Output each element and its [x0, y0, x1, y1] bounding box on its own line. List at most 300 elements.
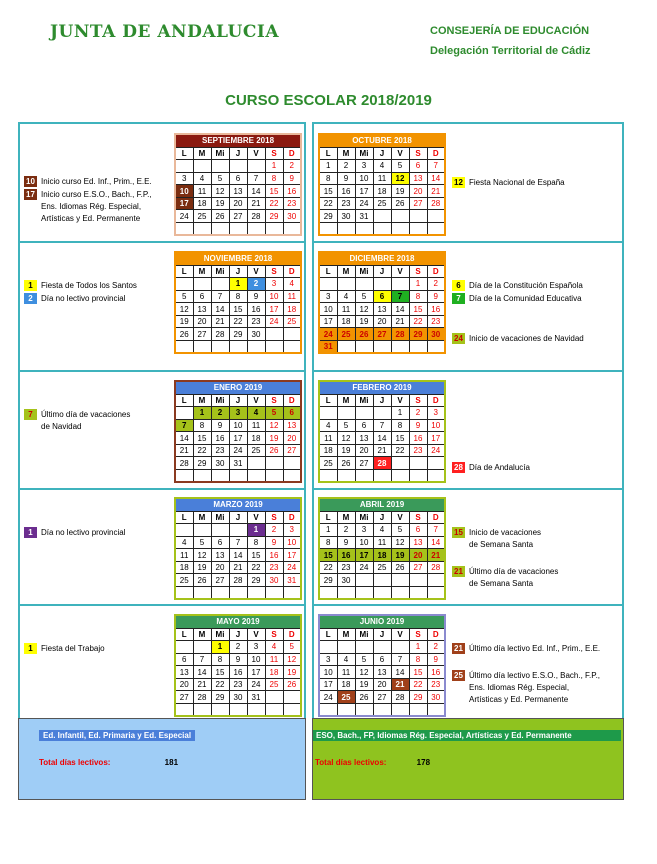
legend-item	[24, 643, 105, 655]
calendar-day: 19	[265, 432, 283, 445]
legend-item	[452, 177, 565, 189]
calendar-empty	[427, 587, 445, 600]
calendar-day: 6	[409, 524, 427, 537]
calendar-day: 19	[391, 549, 409, 562]
weekday-label: M	[337, 394, 355, 407]
calendar-empty	[211, 223, 229, 236]
weekday-label: M	[193, 265, 211, 278]
calendar-day: 29	[265, 210, 283, 223]
calendar-day: 23	[247, 315, 265, 328]
calendar-day: 3	[319, 290, 337, 303]
calendar-empty	[391, 704, 409, 717]
weekday-label: Mi	[355, 147, 373, 160]
calendar-day: 26	[355, 691, 373, 704]
calendar-day: 30	[337, 574, 355, 587]
calendar-day: 15	[409, 303, 427, 316]
calendar-day: 17	[427, 432, 445, 445]
weekday-label: D	[427, 394, 445, 407]
calendar-day: 26	[211, 210, 229, 223]
calendar-empty	[211, 524, 229, 537]
calendar-day: 5	[283, 641, 301, 654]
weekday-label: S	[265, 394, 283, 407]
summary-left	[18, 718, 306, 800]
calendar-empty	[265, 457, 283, 470]
calendar-day: 2	[211, 407, 229, 420]
calendar-day: 17	[247, 666, 265, 679]
calendar-empty	[247, 470, 265, 483]
calendar-day: 31	[283, 574, 301, 587]
calendar-empty	[337, 341, 355, 354]
calendar-empty	[211, 587, 229, 600]
calendar-day: 29	[229, 328, 247, 341]
calendar-day: 29	[193, 457, 211, 470]
weekday-label: V	[247, 628, 265, 641]
weekday-label: J	[373, 147, 391, 160]
weekday-label: S	[409, 628, 427, 641]
calendar-day: 6	[373, 653, 391, 666]
calendar-day: 25	[337, 691, 355, 704]
calendar-day: 7	[175, 419, 193, 432]
weekday-label: J	[229, 394, 247, 407]
calendar-day: 2	[427, 278, 445, 291]
legend-badge: 25	[452, 670, 465, 681]
calendar-day: 7	[427, 524, 445, 537]
calendar-day: 19	[211, 197, 229, 210]
calendar-empty	[391, 457, 409, 470]
calendar-day: 19	[193, 561, 211, 574]
legend-badge: 7	[452, 293, 465, 304]
calendar-day: 27	[193, 328, 211, 341]
weekday-label: Mi	[211, 511, 229, 524]
calendar-day: 2	[409, 407, 427, 420]
calendar-empty	[283, 457, 301, 470]
legend-text: Inicio curso E.S.O., Bach., F.P., Ens. Idiomas Rég. Especial, Artísticas y Ed. Permanente	[41, 190, 152, 223]
calendar-day: 24	[355, 561, 373, 574]
calendar-empty	[175, 278, 193, 291]
calendar-day: 11	[373, 172, 391, 185]
calendar-day: 23	[427, 678, 445, 691]
calendar-day: 12	[265, 419, 283, 432]
calendar-empty	[373, 704, 391, 717]
calendar-day: 25	[319, 457, 337, 470]
calendar-day: 14	[373, 432, 391, 445]
calendar-empty	[265, 587, 283, 600]
calendar-empty	[355, 574, 373, 587]
calendar-day: 14	[391, 666, 409, 679]
weekday-label: J	[229, 628, 247, 641]
calendar-day: 30	[283, 210, 301, 223]
calendar-day: 28	[229, 574, 247, 587]
summary-right-label: ESO, Bach., FP, Idiomas Rég. Especial, Artísticas y Ed. Permanente	[313, 730, 621, 741]
calendar-day: 7	[391, 290, 409, 303]
calendar-day: 29	[211, 691, 229, 704]
calendar-empty	[247, 704, 265, 717]
calendar-empty	[427, 457, 445, 470]
calendar-empty	[283, 341, 301, 354]
calendar-day: 18	[373, 549, 391, 562]
calendar-empty	[319, 407, 337, 420]
calendar-day: 13	[409, 536, 427, 549]
calendar-day: 16	[337, 549, 355, 562]
month-title: DICIEMBRE 2018	[319, 252, 445, 265]
calendar-empty	[265, 470, 283, 483]
calendar-day: 13	[175, 666, 193, 679]
weekday-label: M	[337, 147, 355, 160]
weekday-label: V	[391, 265, 409, 278]
calendar-day: 13	[373, 303, 391, 316]
calendar-day: 10	[283, 536, 301, 549]
calendar-day: 16	[409, 432, 427, 445]
weekday-label: D	[283, 147, 301, 160]
calendar-day: 17	[283, 549, 301, 562]
calendar-day: 3	[283, 524, 301, 537]
calendar-day: 7	[211, 290, 229, 303]
calendar-day: 20	[409, 185, 427, 198]
calendar-empty	[229, 223, 247, 236]
weekday-label: D	[427, 147, 445, 160]
calendar-day: 21	[229, 561, 247, 574]
weekday-label: D	[427, 265, 445, 278]
calendar-day: 16	[265, 549, 283, 562]
calendar-empty	[247, 341, 265, 354]
legend-item	[24, 409, 130, 433]
calendar-empty	[409, 587, 427, 600]
calendar-empty	[355, 278, 373, 291]
calendar-day: 29	[247, 574, 265, 587]
legend-text: Último día lectivo E.S.O., Bach., F.P., Ens. Idiomas Rég. Especial, Artísticas y Ed. Permanente	[469, 671, 601, 704]
calendar-day: 13	[283, 419, 301, 432]
calendar-day: 8	[319, 172, 337, 185]
total-value: 181	[164, 758, 179, 767]
calendar-day: 27	[373, 328, 391, 341]
calendar-day: 20	[175, 678, 193, 691]
summary-right-total	[315, 758, 430, 767]
weekday-label: V	[391, 511, 409, 524]
calendar-day: 6	[283, 407, 301, 420]
calendar-day: 15	[229, 303, 247, 316]
legend-item	[452, 527, 541, 551]
calendar-day: 21	[391, 678, 409, 691]
calendar-empty	[283, 328, 301, 341]
calendar-empty	[211, 278, 229, 291]
calendar-day: 21	[427, 549, 445, 562]
calendar-empty	[337, 470, 355, 483]
month-calendar	[318, 133, 446, 236]
calendar-day: 21	[391, 315, 409, 328]
calendar-empty	[247, 457, 265, 470]
calendar-day: 4	[337, 290, 355, 303]
weekday-label: L	[175, 394, 193, 407]
calendar-day: 11	[175, 549, 193, 562]
calendar-day: 15	[211, 666, 229, 679]
calendar-day: 22	[409, 678, 427, 691]
weekday-label: Mi	[355, 394, 373, 407]
calendar-day: 1	[409, 278, 427, 291]
calendar-day: 1	[391, 407, 409, 420]
legend-badge: 24	[452, 333, 465, 344]
calendar-day: 14	[427, 536, 445, 549]
calendar-day: 27	[373, 691, 391, 704]
calendar-day: 7	[247, 172, 265, 185]
calendar-day: 3	[355, 160, 373, 173]
calendar-empty	[175, 470, 193, 483]
calendar-day: 12	[391, 536, 409, 549]
calendar-empty	[193, 641, 211, 654]
calendar-day: 2	[337, 524, 355, 537]
calendar-day: 9	[427, 290, 445, 303]
legend-badge: 21	[452, 566, 465, 577]
calendar-day: 25	[175, 574, 193, 587]
weekday-label: D	[283, 265, 301, 278]
calendar-empty	[373, 641, 391, 654]
calendar-empty	[355, 587, 373, 600]
calendar-empty	[283, 704, 301, 717]
summary-left-total	[39, 758, 178, 767]
calendar-day: 12	[193, 549, 211, 562]
calendar-empty	[391, 210, 409, 223]
calendar-day: 9	[283, 172, 301, 185]
month-title: JUNIO 2019	[319, 615, 445, 628]
legend-badge: 7	[24, 409, 37, 420]
weekday-label: L	[319, 628, 337, 641]
weekday-label: S	[409, 265, 427, 278]
legend-item	[452, 333, 584, 345]
calendar-empty	[391, 641, 409, 654]
calendar-day: 10	[319, 666, 337, 679]
calendar-day: 11	[193, 185, 211, 198]
calendar-day: 27	[211, 574, 229, 587]
calendar-day: 17	[319, 678, 337, 691]
calendar-day: 19	[337, 444, 355, 457]
calendar-day: 29	[409, 328, 427, 341]
weekday-label: V	[247, 147, 265, 160]
month-title: SEPTIEMBRE 2018	[175, 134, 301, 147]
legend-item	[452, 643, 600, 655]
calendar-day: 19	[283, 666, 301, 679]
calendar-day: 5	[337, 419, 355, 432]
legend-text: Inicio de vacaciones de Navidad	[469, 334, 584, 343]
legend-text: Día de la Constitución Española	[469, 281, 583, 290]
calendar-day: 10	[247, 653, 265, 666]
calendar-day: 2	[265, 524, 283, 537]
calendar-empty	[373, 587, 391, 600]
calendar-day: 25	[373, 561, 391, 574]
calendar-empty	[427, 223, 445, 236]
calendar-day: 28	[373, 457, 391, 470]
legend-item	[452, 462, 530, 474]
weekday-label: J	[373, 511, 391, 524]
calendar-empty	[337, 278, 355, 291]
calendar-empty	[373, 341, 391, 354]
calendar-day: 8	[211, 653, 229, 666]
calendar-day: 11	[337, 303, 355, 316]
calendar-day: 28	[391, 691, 409, 704]
calendar-empty	[175, 160, 193, 173]
calendar-day: 24	[247, 678, 265, 691]
calendar-day: 21	[175, 444, 193, 457]
month-title: ABRIL 2019	[319, 498, 445, 511]
month-title: FEBRERO 2019	[319, 381, 445, 394]
calendar-day: 17	[319, 315, 337, 328]
calendar-day: 15	[319, 185, 337, 198]
calendar-empty	[427, 574, 445, 587]
calendar-empty	[265, 223, 283, 236]
calendar-day: 7	[193, 653, 211, 666]
calendar-day: 17	[175, 197, 193, 210]
legend-text: Inicio de vacaciones de Semana Santa	[469, 528, 542, 549]
calendar-day: 14	[229, 549, 247, 562]
junta-logo-text: JUNTA DE ANDALUCIA	[50, 22, 280, 42]
calendar-day: 9	[211, 419, 229, 432]
calendar-empty	[319, 587, 337, 600]
calendar-day: 16	[427, 303, 445, 316]
calendar-empty	[175, 524, 193, 537]
calendar-day: 15	[247, 549, 265, 562]
calendar-day: 27	[355, 457, 373, 470]
calendar-day: 16	[247, 303, 265, 316]
calendar-empty	[211, 341, 229, 354]
legend-badge: 2	[24, 293, 37, 304]
calendar-day: 15	[409, 666, 427, 679]
calendar-day: 5	[193, 536, 211, 549]
calendar-day: 1	[193, 407, 211, 420]
calendar-day: 27	[283, 444, 301, 457]
calendar-day: 26	[391, 561, 409, 574]
calendar-day: 30	[427, 328, 445, 341]
calendar-day: 9	[229, 653, 247, 666]
calendar-empty	[373, 470, 391, 483]
calendar-empty	[409, 574, 427, 587]
month-title: ENERO 2019	[175, 381, 301, 394]
legend-badge: 1	[24, 280, 37, 291]
calendar-day: 18	[175, 561, 193, 574]
calendar-day: 24	[319, 691, 337, 704]
calendar-day: 21	[427, 185, 445, 198]
legend-text: Día de Andalucía	[469, 463, 530, 472]
calendar-empty	[229, 160, 247, 173]
delegacion-label: Delegación Territorial de Cádiz	[430, 45, 591, 57]
calendar-empty	[211, 470, 229, 483]
weekday-label: Mi	[211, 628, 229, 641]
calendar-empty	[409, 210, 427, 223]
total-label: Total días lectivos:	[39, 758, 111, 767]
calendar-day: 4	[373, 524, 391, 537]
weekday-label: L	[319, 147, 337, 160]
calendar-day: 5	[391, 160, 409, 173]
calendar-day: 4	[373, 160, 391, 173]
calendar-day: 14	[211, 303, 229, 316]
weekday-label: S	[265, 628, 283, 641]
calendar-day: 12	[283, 653, 301, 666]
calendar-empty	[391, 587, 409, 600]
calendar-empty	[373, 278, 391, 291]
calendar-day: 1	[247, 524, 265, 537]
calendar-day: 22	[193, 444, 211, 457]
calendar-day: 25	[265, 678, 283, 691]
weekday-label: Mi	[211, 394, 229, 407]
calendar-day: 10	[427, 419, 445, 432]
calendar-day: 2	[337, 160, 355, 173]
calendar-day: 16	[337, 185, 355, 198]
calendar-empty	[391, 278, 409, 291]
weekday-label: V	[391, 628, 409, 641]
calendar-day: 18	[337, 678, 355, 691]
calendar-day: 26	[337, 457, 355, 470]
calendar-day: 23	[427, 315, 445, 328]
calendar-day: 28	[247, 210, 265, 223]
calendar-day: 4	[265, 641, 283, 654]
calendar-day: 3	[247, 641, 265, 654]
calendar-day: 8	[319, 536, 337, 549]
legend-badge: 6	[452, 280, 465, 291]
weekday-label: D	[283, 628, 301, 641]
calendar-day: 16	[229, 666, 247, 679]
calendar-day: 8	[247, 536, 265, 549]
calendar-day: 24	[355, 197, 373, 210]
calendar-day: 29	[319, 210, 337, 223]
legend-item	[24, 176, 152, 188]
calendar-day: 22	[247, 561, 265, 574]
legend-item	[24, 189, 152, 225]
calendar-day: 21	[373, 444, 391, 457]
weekday-label: J	[229, 147, 247, 160]
calendar-day: 12	[175, 303, 193, 316]
calendar-day: 9	[247, 290, 265, 303]
weekday-label: V	[247, 265, 265, 278]
calendar-day: 24	[283, 561, 301, 574]
calendar-day: 16	[211, 432, 229, 445]
calendar-day: 8	[229, 290, 247, 303]
calendar-day: 30	[427, 691, 445, 704]
calendar-day: 10	[355, 536, 373, 549]
weekday-label: V	[391, 147, 409, 160]
page-title: CURSO ESCOLAR 2018/2019	[225, 92, 432, 109]
weekday-label: J	[229, 511, 247, 524]
legend-badge: 1	[24, 527, 37, 538]
calendar-day: 18	[265, 666, 283, 679]
calendar-day: 13	[193, 303, 211, 316]
calendar-day: 27	[409, 197, 427, 210]
legend-text: Último día de vacaciones de Navidad	[41, 410, 131, 431]
calendar-empty	[283, 470, 301, 483]
calendar-empty	[193, 524, 211, 537]
calendar-empty	[427, 210, 445, 223]
legend-badge: 17	[24, 189, 37, 200]
weekday-label: S	[265, 147, 283, 160]
calendar-day: 30	[229, 691, 247, 704]
calendar-day: 16	[283, 185, 301, 198]
calendar-day: 14	[175, 432, 193, 445]
calendar-empty	[373, 407, 391, 420]
calendar-empty	[283, 223, 301, 236]
calendar-day: 17	[265, 303, 283, 316]
calendar-day: 30	[247, 328, 265, 341]
weekday-label: D	[427, 511, 445, 524]
legend-text: Inicio curso Ed. Inf., Prim., E.E.	[41, 177, 152, 186]
calendar-day: 28	[211, 328, 229, 341]
total-label: Total días lectivos:	[315, 758, 387, 767]
weekday-label: L	[175, 511, 193, 524]
calendar-day: 25	[283, 315, 301, 328]
calendar-day: 16	[427, 666, 445, 679]
calendar-day: 3	[265, 278, 283, 291]
calendar-day: 27	[175, 691, 193, 704]
legend-badge: 21	[452, 643, 465, 654]
weekday-label: Mi	[211, 265, 229, 278]
calendar-day: 30	[211, 457, 229, 470]
calendar-day: 13	[229, 185, 247, 198]
legend-item	[24, 527, 125, 539]
